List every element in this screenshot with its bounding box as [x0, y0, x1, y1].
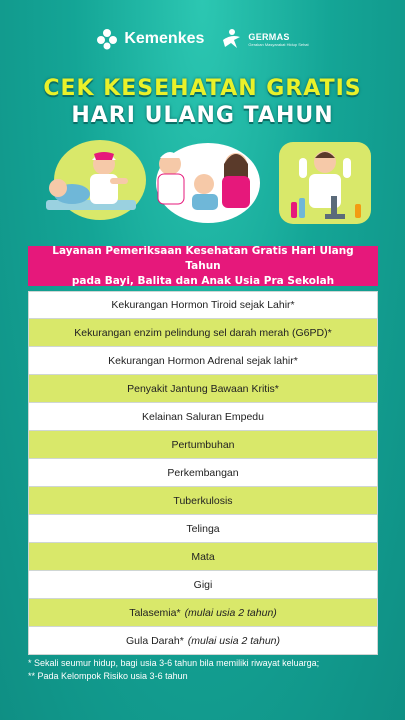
- nurse-baby-illustration: [38, 138, 148, 228]
- mother-child-illustration: [148, 138, 263, 228]
- table-row: Kekurangan Hormon Tiroid sejak Lahir*: [28, 291, 378, 319]
- footnotes: [28, 657, 398, 683]
- table-row: Telinga: [28, 515, 378, 543]
- table-row: Perkembangan: [28, 459, 378, 487]
- footnote-1: * Sekali seumur hidup, bagi usia 3-6 tahun bila memiliki riwayat keluarga;: [28, 658, 320, 668]
- table-row: Mata: [28, 543, 378, 571]
- germas-label: GERMAS: [248, 31, 290, 42]
- footnote-2: ** Pada Kelompok Risiko usia 3-6 tahun: [28, 671, 188, 681]
- row-note: (mulai usia 2 tahun): [187, 634, 280, 647]
- header-logos: [0, 22, 405, 56]
- table-row: Kekurangan enzim pelindung sel darah merah (G6PD)*: [28, 319, 378, 347]
- germas-logo: [220, 28, 308, 50]
- table-row: Gigi: [28, 571, 378, 599]
- doctor-microscope-illustration: [275, 138, 375, 228]
- kemenkes-label: Kemenkes: [124, 30, 205, 47]
- table-row: Kelainan Saluran Empedu: [28, 403, 378, 431]
- germas-subtitle: Gerakan Masyarakat Hidup Sehat: [248, 41, 309, 47]
- banner-line-1: Layanan Pemeriksaan Kesehatan Gratis Hari Ulang Tahun: [52, 244, 354, 272]
- table-row: Gula Darah* (mulai usia 2 tahun): [28, 627, 378, 655]
- table-row: Kekurangan Hormon Adrenal sejak lahir*: [28, 347, 378, 375]
- germas-icon: [220, 28, 242, 50]
- banner-line-2: pada Bayi, Balita dan Anak Usia Pra Sekolah: [71, 274, 335, 287]
- table-row: Tuberkulosis: [28, 487, 378, 515]
- title-line-1: CEK KESEHATAN GRATIS: [43, 76, 362, 101]
- row-note: (mulai usia 2 tahun): [184, 606, 277, 619]
- services-banner: [28, 246, 378, 286]
- services-table: [28, 291, 378, 655]
- table-row: Penyakit Jantung Bawaan Kritis*: [28, 375, 378, 403]
- kemenkes-icon: [96, 28, 118, 50]
- kemenkes-logo: [96, 28, 204, 50]
- table-row: Talasemia* (mulai usia 2 tahun): [28, 599, 378, 627]
- table-row: Pertumbuhan: [28, 431, 378, 459]
- title-line-2: HARI ULANG TAHUN: [71, 103, 334, 128]
